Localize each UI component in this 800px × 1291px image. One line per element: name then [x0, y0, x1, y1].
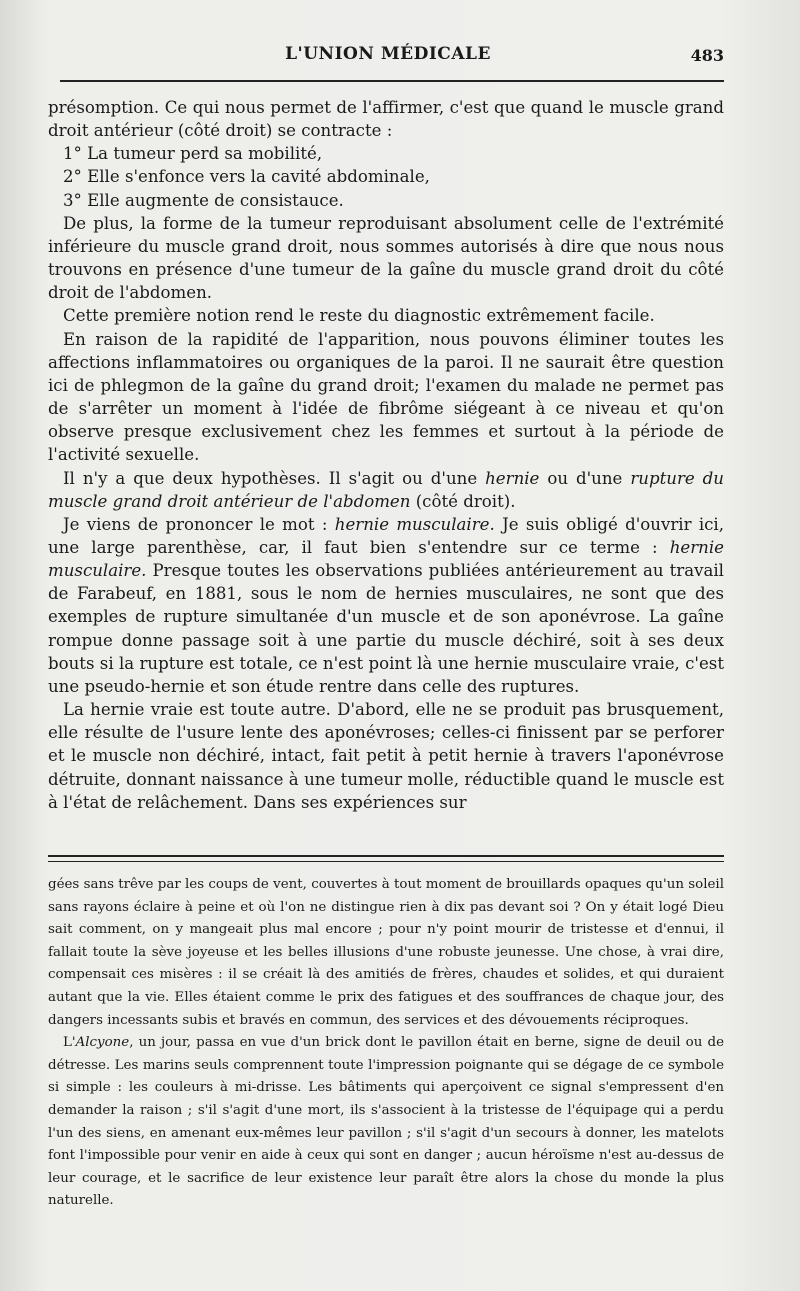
text-run: Presque toutes les observations publiées antérieurement au travail de Farabeuf, en 1881, sous le nom de hernies musculaires, ne sont que des exemples de rupture simultanée d'un muscle et de son aponévrose. La gaîne rompue donne passage soit à une partie du muscle déchiré, soit à ses deux bouts si la rupture est totale, ce n'est point là une hernie musculaire vraie, c'est une pseudo-hernie et son étude rentre dans celle des ruptures. [48, 561, 724, 696]
paragraph: Cette première notion rend le reste du diagnostic extrêmement facile. [63, 306, 655, 326]
text-run: ou d'une [539, 468, 631, 488]
italic-text: hernie musculaire. [48, 537, 724, 581]
paragraph [48, 513, 724, 698]
paragraph: En raison de la rapidité de l'apparition, nous pouvons éliminer toutes les affections inflammatoires ou organiques de la paroi. Il ne saurait être question ici de phlegmon de la gaîne du grand droit; l'examen du malade ne permet pas de s'arrêter un moment à l'idée de fibrôme siégeant à ce niveau et qu'on observe presque exclusivement chez les femmes et surtout à la période de l'activité sexuelle. [48, 329, 724, 465]
italic-text: hernie [485, 468, 540, 488]
list-item: 1° La tumeur perd sa mobilité, [63, 144, 323, 164]
paragraph [48, 467, 724, 513]
text-run: Je suis obligé d'ouvrir ici, une large parenthèse, car, il faut bien s'entendre sur ce terme : [48, 514, 725, 557]
text-run: , un jour, passa en vue d'un brick dont le pavillon était en berne, signe de deuil ou de détresse. Les marins seuls comprennent toute l'impression poignante qui se dégage de ce symbole si simple : les couleurs à mi-drisse. Les bâtiments qui aperçoivent ce signal s'empressent d'en demander la raison ; s'il s'agit d'une mort, ils s'associent à la tristesse de l'équipage qui a perdu l'un des siens, en amenant eux-mêmes leur pavillon ; s'il s'agit d'un secours à donner, les matelots font l'impossible pour venir en aide à ceux qui sont en danger ; aucun héroïsme n'est au-dessus de leur courage, et le sacrifice de leur existence leur paraît être alors la chose du monde la plus naturelle. [48, 1035, 724, 1209]
feuilleton-rule [48, 855, 724, 857]
feuilleton-text [48, 874, 724, 1213]
page-number: 483 [690, 46, 724, 65]
feuilleton-rule-thin [48, 861, 724, 862]
running-head [48, 44, 728, 70]
list-item: 3° Elle augmente de consistauce. [63, 190, 344, 210]
header-rule [60, 80, 724, 82]
italic-text: rupture du muscle grand droit antérieur de l'abdomen [48, 468, 724, 511]
main-text [48, 96, 724, 814]
paragraph [48, 1032, 724, 1213]
text-run: Je viens de prononcer le mot : [63, 514, 335, 534]
text-run: (côté droit). [410, 491, 516, 511]
italic-text: Alcyone [75, 1035, 130, 1051]
list-item: 2° Elle s'enfonce vers la cavité abdominale, [63, 167, 430, 187]
text-run: L' [63, 1035, 76, 1051]
text-run: Il n'y a que deux hypothèses. Il s'agit ou d'une [63, 468, 486, 488]
paragraph: La hernie vraie est toute autre. D'abord, elle ne se produit pas brusquement, elle résulte de l'usure lente des aponévroses; celles-ci finissent par se perforer et le muscle non déchiré, intact, fait petit à petit hernie à travers l'aponévrose détruite, donnant naissance à une tumeur molle, réductible quand le muscle est à l'état de relâchement. Dans ses expériences sur [48, 700, 724, 812]
paragraph: présomption. Ce qui nous permet de l'affirmer, c'est que quand le muscle grand droit antérieur (côté droit) se contracte : [48, 98, 724, 141]
journal-title: L'UNION MÉDICALE [285, 44, 491, 64]
paragraph: De plus, la forme de la tumeur reproduisant absolument celle de l'extrémité inférieure du muscle grand droit, nous sommes autorisés à dire que nous nous trouvons en présence d'une tumeur de la gaîne du muscle grand droit du côté droit de l'abdomen. [48, 213, 724, 303]
paragraph: gées sans trêve par les coups de vent, couvertes à tout moment de brouillards opaques qu'un soleil sans rayons éclaire à peine et où l'on ne distingue rien à dix pas devant soi ? On y était logé Dieu sait comment, on y mangeait plus mal encore ; pour n'y point mourir de tristesse et d'ennui, il fallait toute la sève joyeuse et les belles illusions d'une robuste jeunesse. Une chose, à vrai dire, compensait ces misères : il se créait là des amitiés de frères, chaudes et solides, et qui duraient autant que la vie. Elles étaient comme le prix des fatigues et des souffrances de chaque jour, des dangers incessants subis et bravés en commun, des services et des dévouements réciproques. [48, 877, 724, 1028]
italic-text: hernie musculaire. [334, 514, 495, 534]
